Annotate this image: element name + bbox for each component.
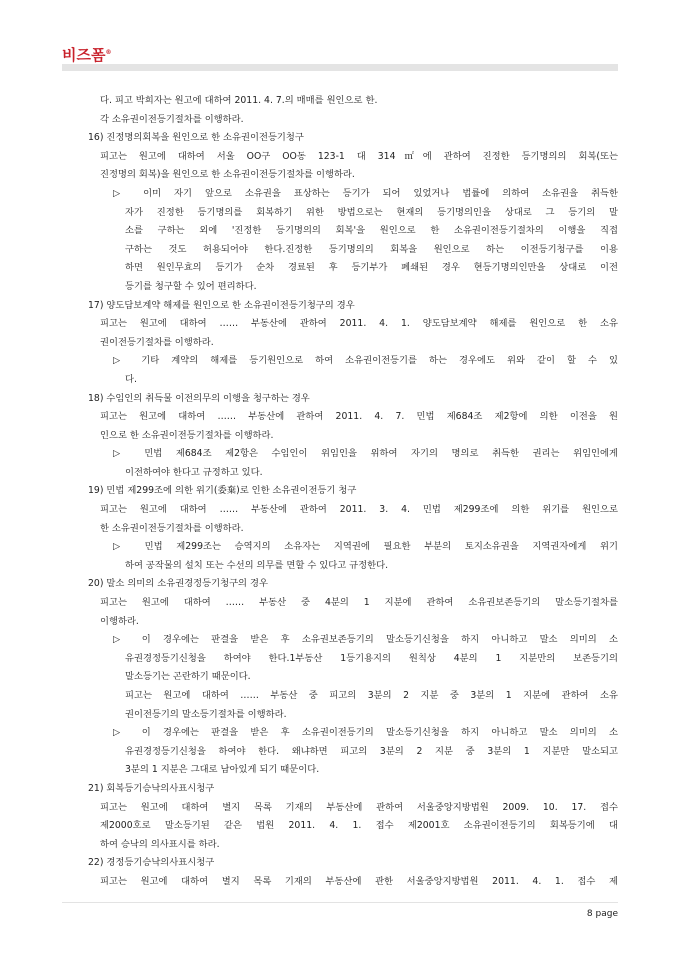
page-number: 8 page	[586, 909, 618, 919]
document-line: 피고는 원고에 대하여 서울 OO구 OO동 123-1 대 314㎡에 관하여 진정한 등기명의의 회복(또는	[100, 150, 618, 162]
document-line: 피고는 원고에 대하여 …… 부동산 중 4분의 1 지분에 관하여 소유권보존등기의 말소등기절차를	[100, 597, 618, 609]
document-line: 소를 구하는 외에 '진정한 등기명의의 회복'을 원인으로 한 소유권이전등기절차의 이행을 직접	[125, 225, 618, 237]
document-line: 하여 승낙의 의사표시를 하라.	[100, 838, 220, 850]
document-line: 자가 진정한 등기명의를 회복하기 위한 방법으로는 현재의 등기명의인을 상대로 그 등기의 말	[125, 206, 618, 218]
document-line: 16) 진정명의회복을 원인으로 한 소유권이전등기청구	[88, 132, 304, 144]
document-line: 21) 회복등기승낙의사표시청구	[88, 782, 215, 794]
document-line: 피고는 원고에 대하여 …… 부동산에 관하여 2011. 4. 1. 양도담보계약 해제를 원인으로 한 소유	[100, 318, 618, 330]
bizform-logo	[62, 44, 111, 65]
document-line: ▷ 이 경우에는 판결을 받은 후 소유권보존등기의 말소등기신청을 하지 아니하고 말소 의미의 소	[113, 634, 618, 646]
document-line: 19) 민법 제299조에 의한 위기(委棄)로 인한 소유권이전등기 청구	[88, 485, 357, 497]
document-line: 하여 공작물의 설치 또는 수선의 의무를 면할 수 있다고 규정한다.	[125, 559, 389, 571]
document-line: 18) 수임인의 취득물 이전의무의 이행을 청구하는 경우	[88, 392, 310, 404]
document-line: ▷ 기타 계약의 해제를 등기원인으로 하여 소유권이전등기를 하는 경우에도 위와 같이 할 수 있	[113, 355, 618, 367]
document-line: 피고는 원고에 대하여 …… 부동산에 관하여 2011. 4. 7. 민법 제684조 제2항에 의한 이전을 원	[100, 411, 618, 423]
registered-mark: ®	[105, 49, 112, 56]
document-line: 말소등기는 곤란하기 때문이다.	[125, 671, 251, 683]
document-line: 구하는 것도 허용되어야 한다.진정한 등기명의의 회복을 원인으로 하는 이전등기청구를 이용	[125, 243, 618, 255]
document-line: ▷ 이미 자기 앞으로 소유권을 표상하는 등기가 되어 있었거나 법률에 의하여 소유권을 취득한	[113, 187, 618, 199]
document-line: ▷ 이 경우에는 판결을 받은 후 소유권이전등기의 말소등기신청을 하지 아니하고 말소 의미의 소	[113, 727, 618, 739]
document-line: 유권경정등기신청을 하여야 한다. 왜냐하면 피고의 3분의 2 지분 중 3분의 1 지분만 말소되고	[125, 745, 618, 757]
document-line: 유권경정등기신청을 하여야 한다.1부동산 1등기용지의 원칙상 4분의 1 지분만의 보존등기의	[125, 652, 618, 664]
document-line: ▷ 민법 제684조 제2항은 수임인이 위임인을 위하여 자기의 명의로 취득한 권리는 위임인에게	[113, 448, 618, 460]
document-line: 이전하여야 한다고 규정하고 있다.	[125, 466, 263, 478]
document-line: 20) 말소 의미의 소유권경정등기청구의 경우	[88, 578, 268, 590]
document-line: 3분의 1 지분은 그대로 남아있게 되기 때문이다.	[125, 764, 320, 776]
document-line: 하면 원인무효의 등기가 순차 경료된 후 등기부가 폐쇄된 경우 현등기명의인만을 상대로 이전	[125, 262, 618, 274]
document-line: 권이전등기절차를 이행하라.	[100, 336, 214, 348]
document-line: 권이전등기의 말소등기절차를 이행하라.	[125, 708, 287, 720]
document-line: 다. 피고 박희자는 원고에 대하여 2011. 4. 7.의 매매를 원인으로 한.	[100, 95, 378, 106]
document-line: 피고는 원고에 대하여 별지 목록 기재의 부동산에 관한 서울중앙지방법원 2011. 4. 1. 접수 제	[100, 875, 618, 887]
document-line: 이행하라.	[100, 615, 139, 627]
document-line: 22) 경정등기승낙의사표시청구	[88, 857, 215, 869]
header-divider-bar	[62, 64, 618, 71]
document-line: 제2000호로 말소등기된 같은 법원 2011. 4. 1. 접수 제2001호 소유권이전등기의 회복등기에 대	[100, 820, 618, 832]
document-line: 한 소유권이전등기절차를 이행하라.	[100, 522, 244, 534]
document-line: 피고는 원고에 대하여 …… 부동산 중 피고의 3분의 2 지분 중 3분의 1 지분에 관하여 소유	[125, 690, 618, 701]
document-line: 피고는 원고에 대하여 …… 부동산에 관하여 2011. 3. 4. 민법 제299조에 의한 위기를 원인으로	[100, 504, 618, 516]
document-line: 등기를 청구할 수 있어 편리하다.	[125, 280, 257, 292]
document-line: 다.	[125, 373, 137, 385]
document-line: 각 소유권이전등기절차를 이행하라.	[100, 113, 244, 125]
footer-divider	[62, 902, 618, 903]
document-body	[88, 92, 618, 892]
document-line: 17) 양도담보계약 해제를 원인으로 한 소유권이전등기청구의 경우	[88, 299, 355, 311]
document-line: ▷ 민법 제299조는 승역지의 소유자는 지역권에 필요한 부분의 토지소유권을 지역권자에게 위기	[113, 541, 618, 553]
document-line: 피고는 원고에 대하여 별지 목록 기재의 부동산에 관하여 서울중앙지방법원 2009. 10. 17. 접수	[100, 801, 618, 813]
document-line: 진정명의 회복)을 원인으로 한 소유권이전등기절차를 이행하라.	[100, 169, 355, 181]
logo-text: 비즈폼	[62, 46, 106, 64]
document-line: 인으로 한 소유권이전등기절차를 이행하라.	[100, 429, 274, 441]
